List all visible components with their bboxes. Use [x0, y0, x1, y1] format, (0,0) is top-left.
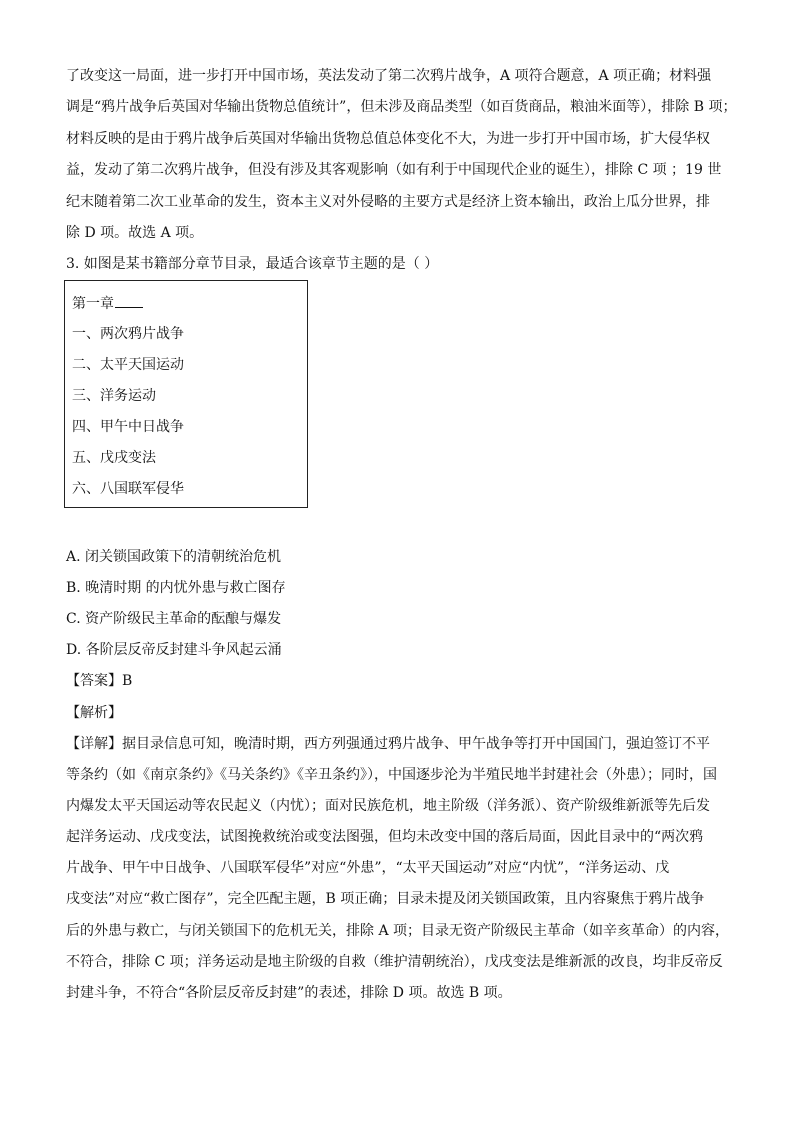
- prev-answer-line-1: 了改变这一局面，进一步打开中国市场，英法发动了第二次鸦片战争，A 项符合题意，A 项正确；材料强: [66, 68, 712, 84]
- prev-answer-line-5: 纪末随着第二次工业革命的发生，资本主义对外侵略的主要方式是经济上资本输出，政治上瓜分世界，排: [66, 194, 710, 210]
- option-d: D. 各阶层反帝反封建斗争风起云涌: [66, 642, 282, 658]
- answer-label: 【答案】B: [66, 673, 133, 689]
- question-stem: 3. 如图是某书籍部分章节目录，最适合该章节主题的是（ ）: [66, 256, 439, 272]
- toc-item: 五、戊戌变法: [72, 450, 156, 466]
- option-c: C. 资产阶级民主革命的酝酿与爆发: [66, 611, 282, 627]
- analysis-line-2: 等条约（如《南京条约》《马关条约》《辛丑条约》），中国逐步沦为半殖民地半封建社会（外患）；同时，国: [66, 767, 717, 783]
- prev-answer-line-3: 材料反映的是由于鸦片战争后英国对华输出货物总值总体变化不大，为进一步打开中国市场，扩大侵华权: [66, 131, 710, 147]
- prev-answer-line-6: 除 D 项。故选 A 项。: [66, 225, 204, 241]
- analysis-line-6: 戌变法”对应“救亡图存”，完全匹配主题，B 项正确；目录未提及闭关锁国政策，且内容聚焦于鸦片战争: [66, 891, 705, 907]
- analysis-title: 【解析】: [66, 705, 122, 721]
- prev-answer-line-4: 益，发动了第二次鸦片战争，但没有涉及其客观影响（如有利于中国现代企业的诞生），排除 C 项 ；19 世: [66, 162, 722, 178]
- toc-item: 六、八国联军侵华: [72, 481, 184, 497]
- toc-box: [64, 280, 308, 508]
- analysis-line-4: 起洋务运动、戊戌变法，试图挽救统治或变法图强，但均未改变中国的落后局面，因此目录中的“两次鸦: [66, 829, 704, 845]
- toc-item: 四、甲午中日战争: [72, 419, 184, 435]
- toc-title: [72, 293, 302, 314]
- toc-item: 二、太平天国运动: [72, 357, 184, 373]
- analysis-line-3: 内爆发太平天国运动等农民起义（内忧）；面对民族危机，地主阶级（洋务派）、资产阶级维新派等先后发: [66, 798, 710, 814]
- analysis-line-5: 片战争、甲午中日战争、八国联军侵华”对应“外患”，“太平天国运动”对应“内忧”，“洋务运动、戊: [66, 860, 670, 876]
- toc-item: 三、洋务运动: [72, 388, 156, 404]
- toc-title-text: 第一章: [72, 296, 114, 312]
- toc-item: 一、两次鸦片战争: [72, 326, 184, 342]
- analysis-line-1: 【详解】据目录信息可知，晚清时期，西方列强通过鸦片战争、甲午战争等打开中国国门，强迫签订不平: [66, 736, 710, 752]
- analysis-line-9: 封建斗争，不符合“各阶层反帝反封建”的表述，排除 D 项。故选 B 项。: [66, 985, 512, 1001]
- option-b: B. 晚清时期 的内忧外患与救亡图存: [66, 580, 286, 596]
- analysis-line-7: 后的外患与救亡，与闭关锁国下的危机无关，排除 A 项；目录无资产阶级民主革命（如辛亥革命）的内容，: [66, 923, 730, 939]
- analysis-line-8: 不符合，排除 C 项；洋务运动是地主阶级的自救（维护清朝统治），戊戌变法是维新派的改良，均非反帝反: [66, 954, 723, 970]
- option-a: A. 闭关锁国政策下的清朝统治危机: [66, 549, 282, 565]
- toc-title-blank: [115, 293, 143, 308]
- prev-answer-line-2: 调是“鸦片战争后英国对华输出货物总值统计”，但未涉及商品类型（如百货商品，粮油米面等），排除 B 项；: [66, 99, 737, 115]
